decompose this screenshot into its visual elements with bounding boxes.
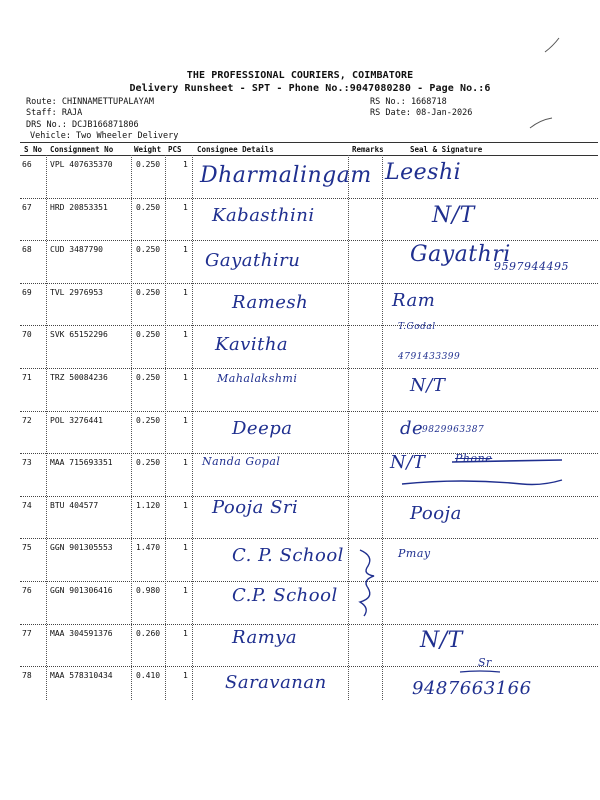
row-consignment-no: MAA 715693351 — [50, 458, 113, 468]
row-sno: 73 — [22, 458, 32, 468]
row-weight: 0.980 — [136, 586, 161, 595]
row-sno: 75 — [22, 543, 32, 553]
consignee-handwriting: Ramya — [232, 627, 298, 648]
row-sno: 74 — [22, 500, 32, 510]
staff-label: Staff: RAJA — [26, 108, 83, 118]
row-pcs: 1 — [183, 373, 188, 382]
consignee-handwriting: Saravanan — [225, 672, 327, 693]
row-weight: 0.250 — [136, 330, 161, 340]
row-sno: 77 — [22, 628, 32, 638]
signature-handwriting: Gayathri — [410, 242, 511, 267]
row-pcs: 1 — [183, 543, 188, 553]
signature-handwriting: N/T — [432, 203, 475, 228]
consignee-handwriting: Kabasthini — [212, 205, 315, 226]
row-weight: 0.250 — [136, 160, 161, 169]
signature-note-handwriting: 9829963387 — [422, 425, 485, 435]
col-pcs: PCS — [168, 145, 182, 154]
company-title: THE PROFESSIONAL COURIERS, COIMBATORE — [186, 70, 414, 81]
col-remarks: Remarks — [352, 145, 384, 154]
row-consignment-no: TRZ 50084236 — [50, 373, 108, 382]
signature-handwriting: N/T — [420, 628, 463, 653]
col-consignee: Consignee Details — [197, 145, 274, 154]
row-weight: 1.470 — [136, 543, 161, 553]
row-pcs: 1 — [183, 500, 188, 510]
row-consignment-no: BTU 404577 — [50, 500, 99, 510]
row-weight: 0.410 — [136, 671, 161, 681]
rs-number: RS No.: 1668718 — [370, 97, 447, 107]
consignee-handwriting: Nanda Gopal — [202, 455, 281, 468]
row-pcs: 1 — [183, 458, 188, 468]
row-consignment-no: GGN 901305553 — [50, 543, 113, 553]
row-consignment-no: TVL 2976953 — [50, 287, 103, 297]
row-sno: 66 — [22, 160, 32, 169]
signature-handwriting: N/T — [410, 375, 446, 396]
row-weight: 0.250 — [136, 245, 161, 255]
drs-number: DRS No.: DCJB166871806 — [26, 120, 139, 130]
signature-handwriting: de — [400, 418, 424, 439]
row-sno: 72 — [22, 415, 32, 425]
signature-note-handwriting: 9597944495 — [494, 260, 569, 273]
vehicle-label: Vehicle: Two Wheeler Delivery — [30, 131, 179, 141]
row-consignment-no: VPL 407635370 — [50, 160, 113, 169]
col-sno: S No — [24, 145, 43, 154]
brace-mark — [360, 550, 374, 616]
row-pcs: 1 — [183, 160, 188, 169]
col-seal-signature: Seal & Signature — [410, 145, 483, 154]
signature-handwriting: T.Godal — [398, 322, 436, 332]
row-pcs: 1 — [183, 202, 188, 212]
signature-handwriting: Ram — [392, 290, 436, 311]
col-weight: Weight — [134, 145, 162, 154]
consignee-handwriting: Ramesh — [232, 292, 309, 313]
signature-note-handwriting: 9487663166 — [412, 678, 532, 699]
row-sno: 78 — [22, 671, 32, 681]
row-consignment-no: CUD 3487790 — [50, 245, 103, 255]
row-weight: 0.250 — [136, 458, 161, 468]
consignee-handwriting: Gayathiru — [205, 250, 301, 271]
signature-note-handwriting: Phone — [455, 452, 493, 465]
signature-handwriting: Pooja — [410, 503, 462, 524]
rs-date: RS Date: 08-Jan-2026 — [370, 108, 473, 118]
row-weight: 0.250 — [136, 373, 161, 382]
route-label: Route: CHINNAMETTUPALAYAM — [26, 97, 154, 107]
row-consignment-no: HRD 20853351 — [50, 202, 108, 212]
row-consignment-no: GGN 901306416 — [50, 586, 113, 595]
signature-handwriting: Pmay — [398, 547, 431, 560]
row-pcs: 1 — [183, 586, 188, 595]
consignee-handwriting: Kavitha — [215, 334, 289, 355]
row-weight: 0.250 — [136, 287, 161, 297]
consignee-handwriting: Pooja Sri — [212, 497, 299, 518]
consignee-handwriting: Mahalakshmi — [217, 372, 298, 385]
row-pcs: 1 — [183, 628, 188, 638]
consignee-handwriting: Dharmalingam — [200, 163, 372, 188]
row-pcs: 1 — [183, 415, 188, 425]
row-consignment-no: MAA 578310434 — [50, 671, 113, 681]
row-sno: 70 — [22, 330, 32, 340]
signature-note-handwriting: 4791433399 — [398, 352, 461, 362]
consignee-handwriting: C.P. School — [232, 585, 338, 606]
row-sno: 67 — [22, 202, 32, 212]
row-sno: 71 — [22, 373, 32, 382]
row-weight: 0.260 — [136, 628, 161, 638]
row-weight: 1.120 — [136, 500, 161, 510]
row-consignment-no: MAA 304591376 — [50, 628, 113, 638]
runsheet-subtitle: Delivery Runsheet - SPT - Phone No.:9047080280 - Page No.:6 — [129, 83, 491, 94]
consignee-handwriting: Deepa — [232, 418, 293, 439]
row-consignment-no: SVK 65152296 — [50, 330, 108, 340]
row-pcs: 1 — [183, 330, 188, 340]
signature-handwriting: Leeshi — [385, 160, 462, 185]
row-pcs: 1 — [183, 245, 188, 255]
row-sno: 76 — [22, 586, 32, 595]
row-pcs: 1 — [183, 287, 188, 297]
row-weight: 0.250 — [136, 202, 161, 212]
row-sno: 68 — [22, 245, 32, 255]
row-weight: 0.250 — [136, 415, 161, 425]
signature-handwriting: N/T — [390, 452, 426, 473]
row-sno: 69 — [22, 287, 32, 297]
col-consignment: Consignment No — [50, 145, 114, 154]
row-pcs: 1 — [183, 671, 188, 681]
row-consignment-no: POL 3276441 — [50, 415, 103, 425]
consignee-handwriting: C. P. School — [232, 545, 344, 566]
signature-handwriting: Sr — [478, 656, 492, 669]
